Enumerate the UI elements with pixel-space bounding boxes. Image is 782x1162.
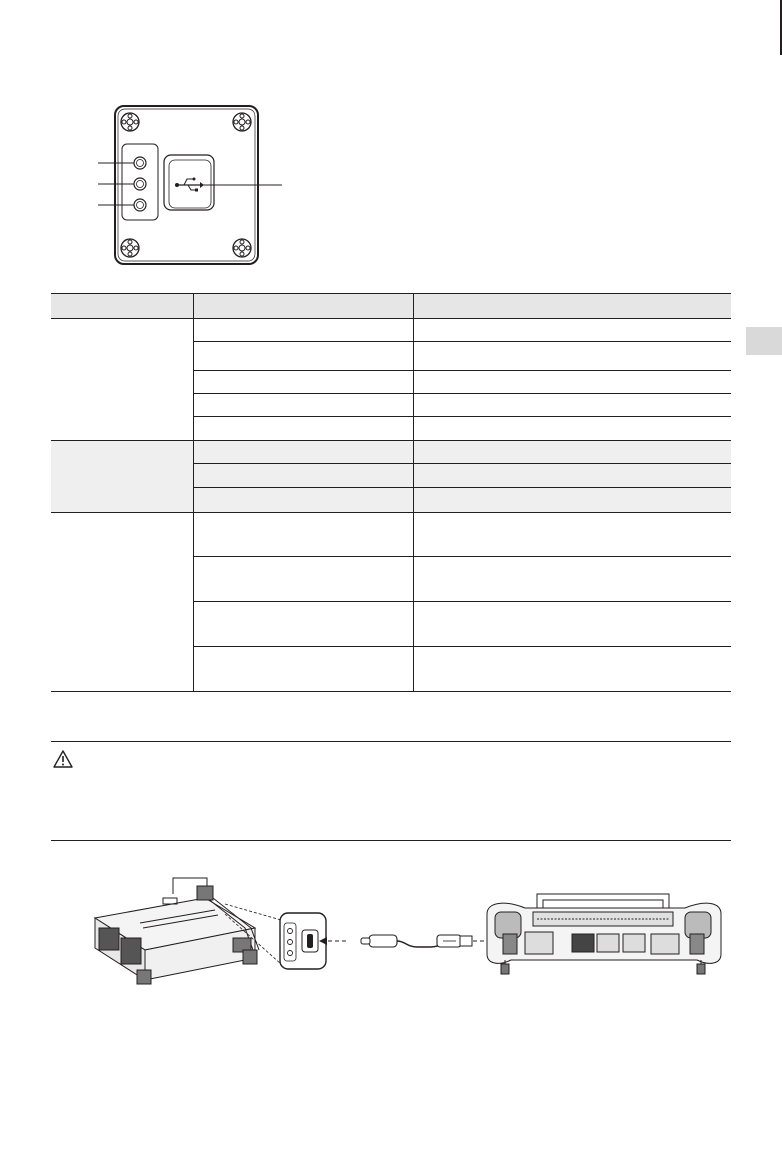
table-group-shaded [51, 440, 731, 512]
table-header-row [51, 293, 731, 318]
warning-triangle-icon [53, 750, 73, 768]
remote-controller [487, 894, 721, 974]
module-device [95, 878, 259, 984]
notes-top-rule [51, 741, 731, 742]
connection-illustration [85, 868, 725, 988]
notes-bottom-rule [51, 840, 731, 841]
specification-table [51, 293, 731, 691]
usb-c-to-usb-a-cable [361, 935, 472, 947]
port-panel-diagram [90, 100, 290, 270]
chapter-side-tab [746, 327, 782, 355]
